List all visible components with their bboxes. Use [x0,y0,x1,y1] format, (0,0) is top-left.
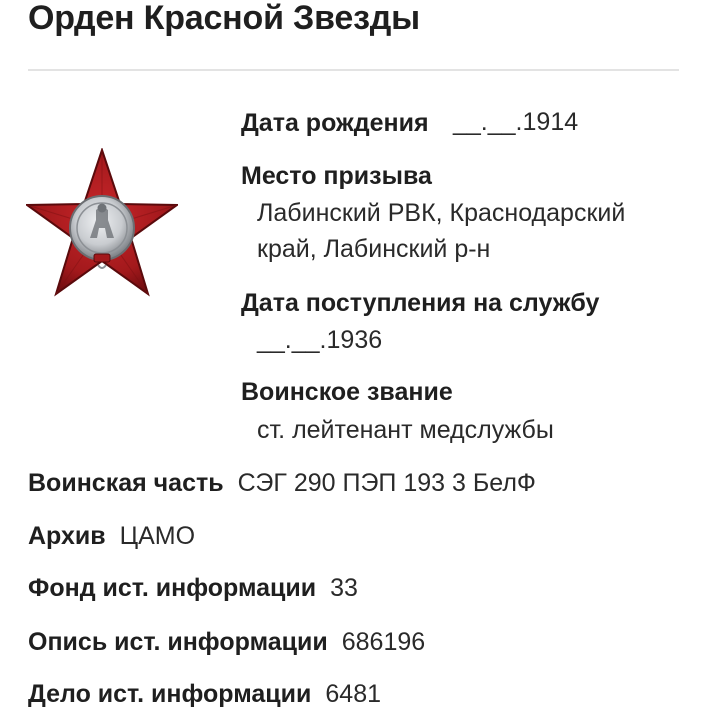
archive-row [28,520,195,552]
unit-label: Воинская часть [28,469,224,497]
unit-row [28,467,536,499]
opis-label: Опись ист. информации [28,628,328,656]
archive-label: Архив [28,522,106,550]
rank-label: Воинское звание [241,378,453,406]
delo-value: 6481 [325,680,382,708]
service-start-value: __.__.1936 [257,326,383,354]
delo-label: Дело ист. информации [28,680,312,708]
page-title: Орден Красной Звезды [28,0,421,37]
opis-value: 686196 [341,628,426,656]
service-start-label: Дата поступления на службу [241,289,600,317]
delo-row [28,678,381,710]
birth-date-label: Дата рождения [241,109,429,137]
rank-value: ст. лейтенант медслужбы [257,416,554,444]
opis-row [28,626,425,658]
archive-value: ЦАМО [119,522,196,550]
birth-date-value: __.__.1914 [453,108,579,136]
fond-row [28,572,358,604]
fond-label: Фонд ист. информации [28,574,317,602]
fond-value: 33 [330,574,358,602]
red-star-order-icon [26,148,178,298]
title-divider [28,69,679,71]
unit-value: СЭГ 290 ПЭП 193 3 БелФ [237,469,536,497]
conscription-place-value-line1: Лабинский РВК, Краснодарский [257,199,626,227]
conscription-place-label: Место призыва [241,162,432,190]
conscription-place-value-line2: край, Лабинский р-н [257,235,491,263]
